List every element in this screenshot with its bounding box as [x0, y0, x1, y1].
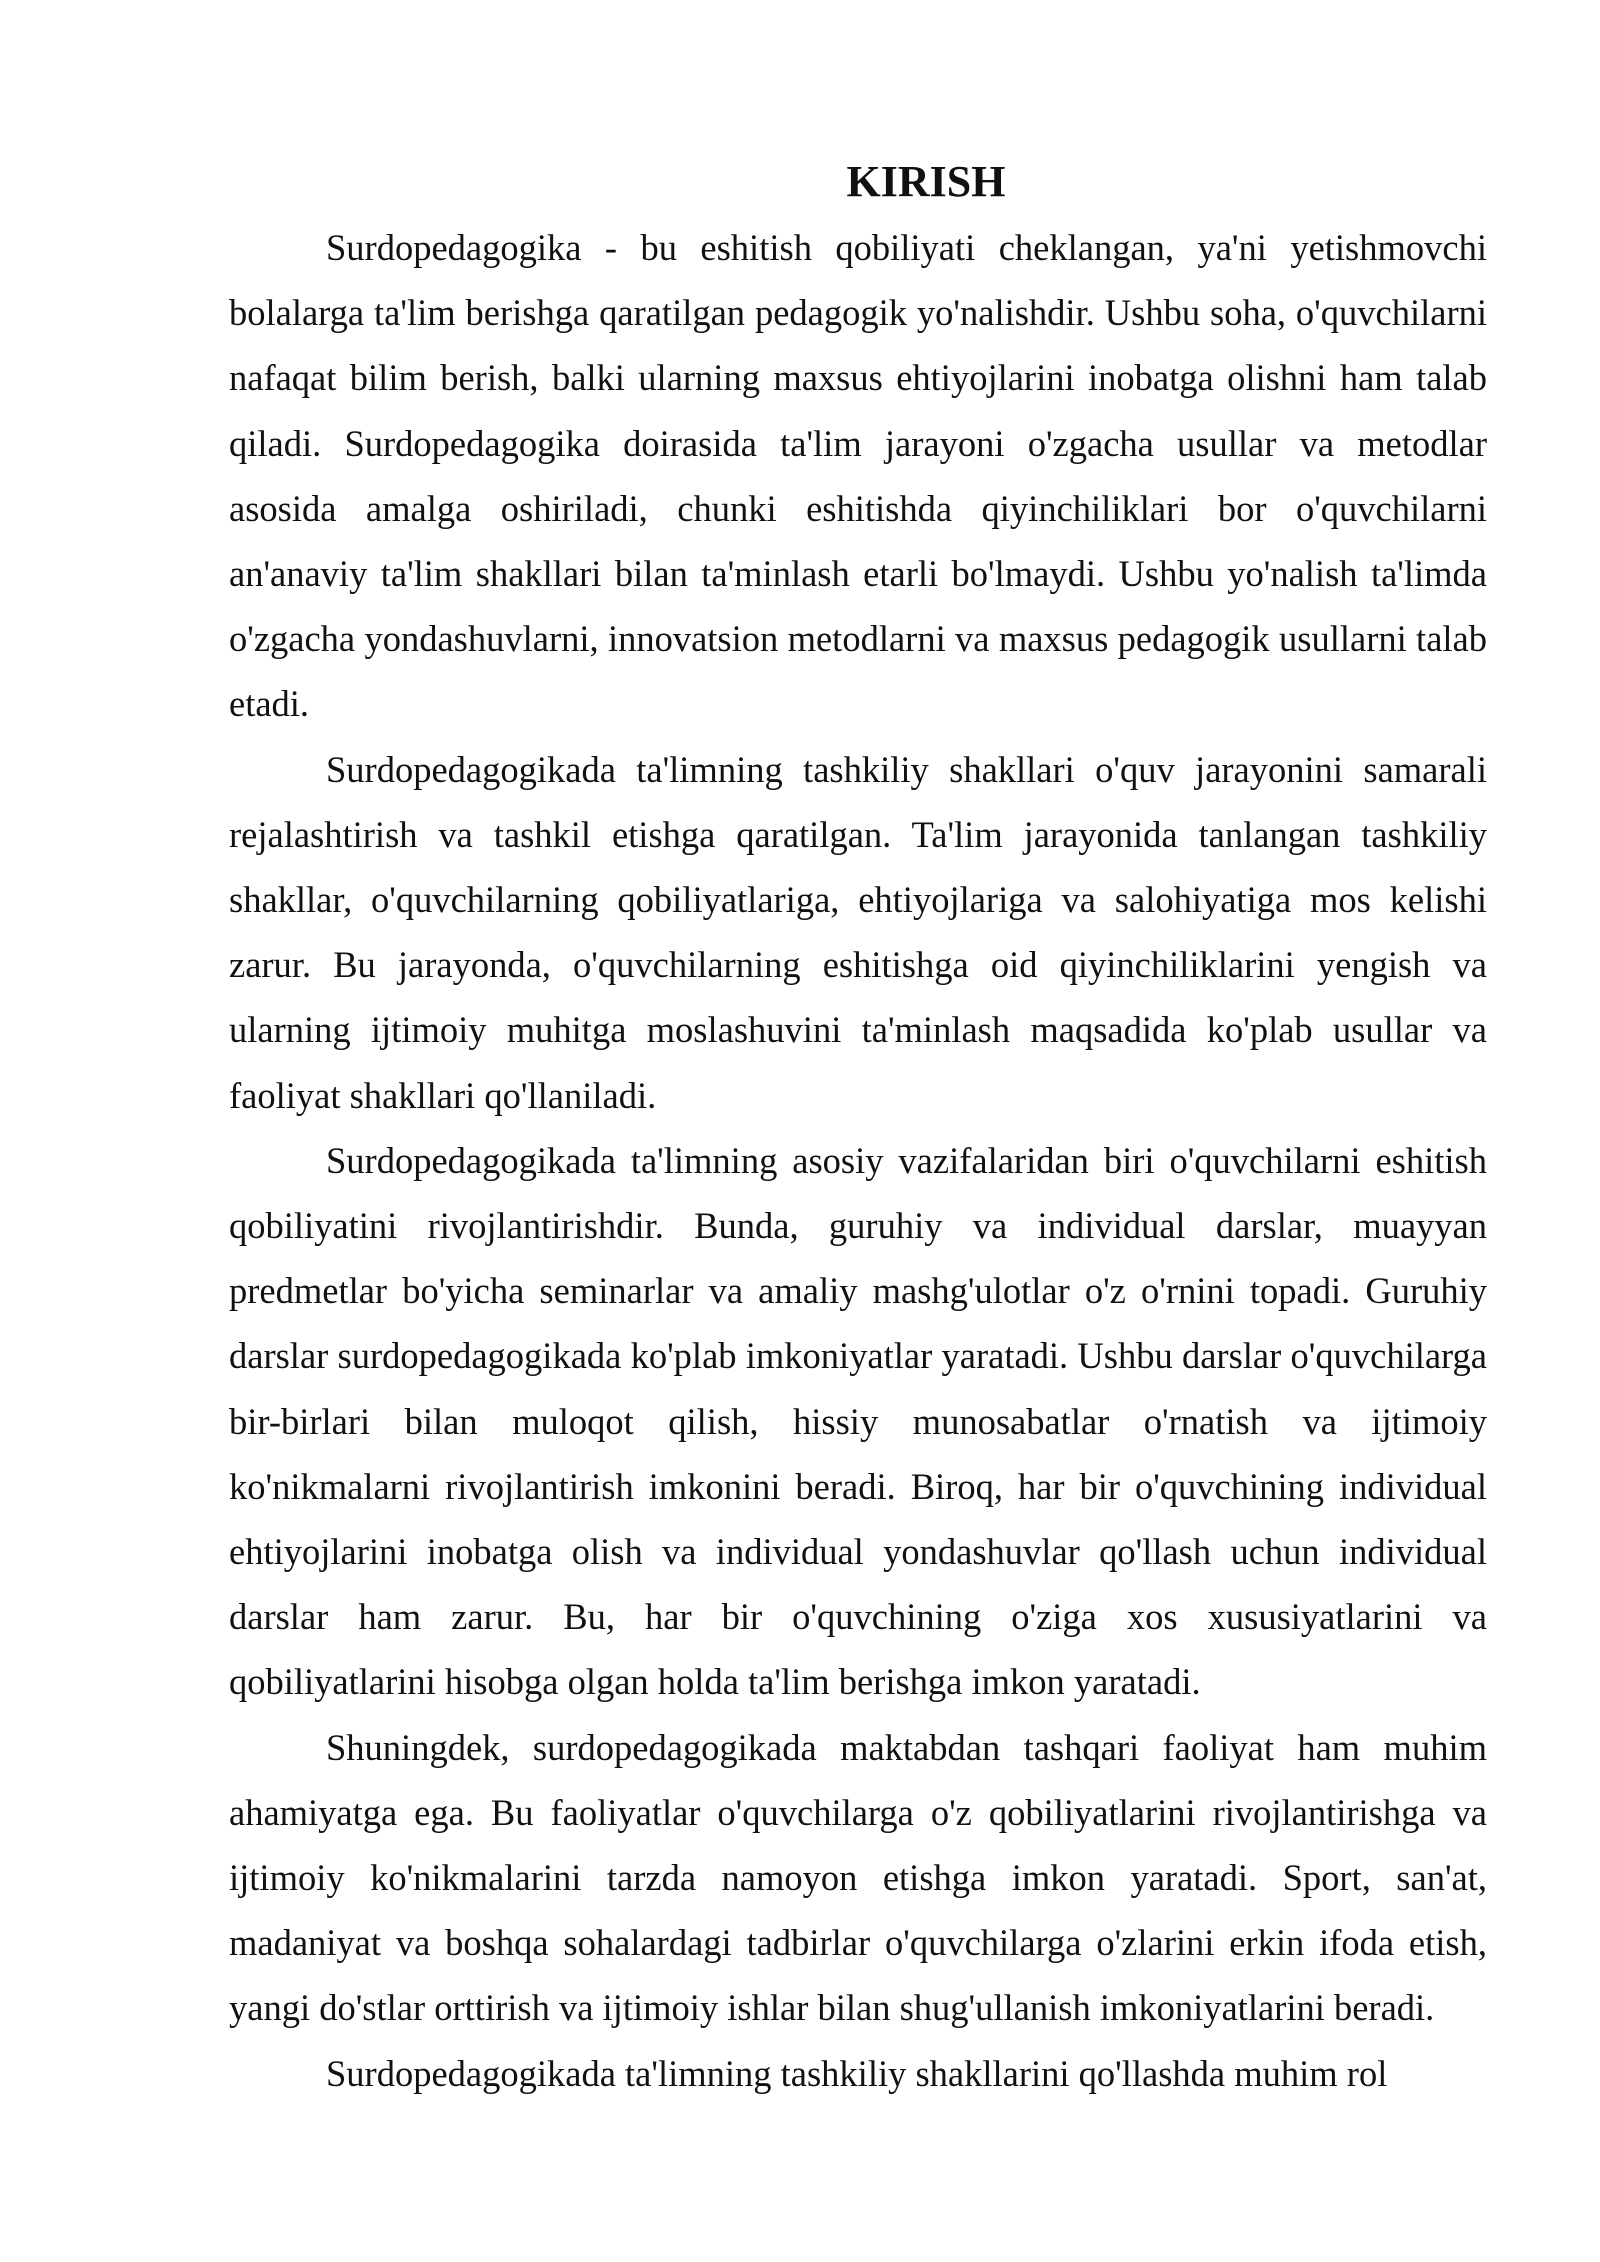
paragraph-1: Surdopedagogika - bu eshitish qobiliyati cheklangan, ya'ni yetishmovchi bolalarga ta'lim berishga qaratilgan pedagogik yo'nalishdir. Ushbu soha, o'quvchilarni nafaqat bilim berish, balki ularning maxsus ehtiyojlarini inobatga olishni ham talab qiladi. Surdopedagogika doirasida ta'lim jarayoni o'zgacha usullar va metodlar asosida amalga oshiriladi, chunki eshitishda qiyinchiliklari bor o'quvchilarni an'anaviy ta'lim shakllari bilan ta'minlash etarli bo'lmaydi. Ushbu yo'nalish ta'limda o'zgacha yondashuvlarni, innovatsion metodlarni va maxsus pedagogik usullarni talab etadi. [229, 227, 1487, 725]
paragraph-4: Shuningdek, surdopedagogikada maktabdan tashqari faoliyat ham muhim ahamiyatga ega. Bu faoliyatlar o'quvchilarga o'z qobiliyatlarini rivojlantirishga va ijtimoiy ko'nikmalarini tarzda namoyon etishga imkon yaratadi. Sport, san'at, madaniyat va boshqa sohalardagi tadbirlar o'quvchilarga o'zlarini erkin ifoda etish, yangi do'stlar orttirish va ijtimoiy ishlar bilan shug'ullanish imkoniyatlarini beradi. [229, 1726, 1487, 2029]
paragraph-2: Surdopedagogikada ta'limning tashkiliy shakllari o'quv jarayonini samarali rejalashtirish va tashkil etishga qaratilgan. Ta'lim jarayonida tanlangan tashkiliy shakllar, o'quvchilarning qobiliyatlariga, ehtiyojlariga va salohiyatiga mos kelishi zarur. Bu jarayonda, o'quvchilarning eshitishga oid qiyinchiliklarini yengish va ularning ijtimoiy muhitga moslashuvini ta'minlash maqsadida ko'plab usullar va faoliyat shakllari qo'llaniladi. [229, 748, 1487, 1116]
paragraph-3: Surdopedagogikada ta'limning asosiy vazifalaridan biri o'quvchilarni eshitish qobiliyatini rivojlantirishdir. Bunda, guruhiy va individual darslar, muayyan predmetlar bo'yicha seminarlar va amaliy mashg'ulotlar o'z o'rnini topadi. Guruhiy darslar surdopedagogikada ko'plab imkoniyatlar yaratadi. Ushbu darslar o'quvchilarga bir-birlari bilan muloqot qilish, hissiy munosabatlar o'rnatish va ijtimoiy ko'nikmalarni rivojlantirish imkonini beradi. Biroq, har bir o'quvchining individual ehtiyojlarini inobatga olish va individual yondashuvlar qo'llash uchun individual darslar ham zarur. Bu, har bir o'quvchining o'ziga xos xususiyatlarini va qobiliyatlarini hisobga olgan holda ta'lim berishga imkon yaratadi. [229, 1139, 1487, 1703]
page-title: KIRISH [846, 157, 1006, 206]
paragraph-5: Surdopedagogikada ta'limning tashkiliy shakllarini qo'llashda muhim rol [326, 2052, 1388, 2094]
document-body [229, 150, 1487, 2106]
